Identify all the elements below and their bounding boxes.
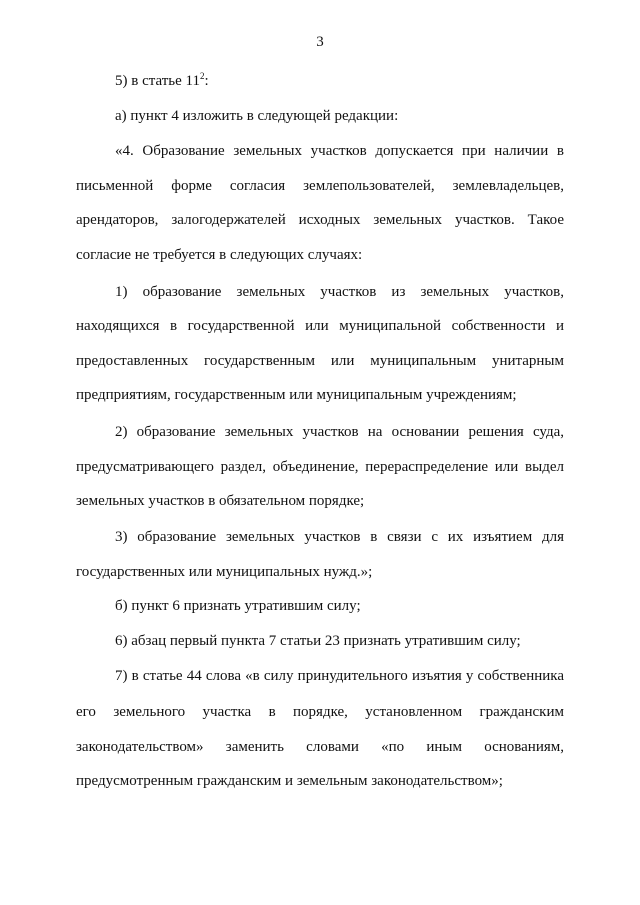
paragraph-line: находящихся в государственной или муниципальной собственности и — [76, 318, 564, 334]
paragraph-line: письменной форме согласия землепользователей, землевладельцев, — [76, 178, 564, 194]
paragraph-line: предусматривающего раздел, объединение, перераспределение или выдел — [76, 459, 564, 475]
paragraph-line: 3) образование земельных участков в связи с их изъятием для — [115, 529, 564, 545]
item-6: 6) абзац первый пункта 7 статьи 23 признать утратившим силу; — [115, 633, 521, 649]
paragraph-line: 2) образование земельных участков на основании решения суда, — [115, 424, 564, 440]
subitem-b: б) пункт 6 признать утратившим силу; — [115, 598, 361, 614]
paragraph-line: предприятиям, государственным или муниципальным учреждениям; — [76, 387, 517, 403]
paragraph-line: его земельного участка в порядке, установленном гражданским — [76, 704, 564, 720]
paragraph-line: законодательством» заменить словами «по иным основаниям, — [76, 739, 564, 755]
paragraph-line: земельных участков в обязательном порядке; — [76, 493, 365, 509]
page-number: 3 — [316, 34, 324, 50]
paragraph-line: 1) образование земельных участков из земельных участков, — [115, 284, 564, 300]
item-5-text: 5) в статье 11 — [115, 73, 200, 89]
item-5-heading — [115, 73, 564, 90]
paragraph-line: «4. Образование земельных участков допускается при наличии в — [115, 143, 564, 159]
item-5-colon: : — [204, 73, 209, 89]
paragraph-line: предоставленных государственным или муниципальным унитарным — [76, 353, 564, 369]
subitem-a: а) пункт 4 изложить в следующей редакции: — [115, 108, 399, 124]
paragraph-line: государственных или муниципальных нужд.»; — [76, 564, 373, 580]
superscript: 2 — [200, 71, 205, 81]
paragraph-line: согласие не требуется в следующих случаях: — [76, 247, 363, 263]
item-7-line: 7) в статье 44 слова «в силу принудительного изъятия у собственника — [115, 668, 564, 684]
paragraph-line: предусмотренным гражданским и земельным законодательством»; — [76, 773, 503, 789]
paragraph-line: арендаторов, залогодержателей исходных земельных участков. Такое — [76, 212, 564, 228]
